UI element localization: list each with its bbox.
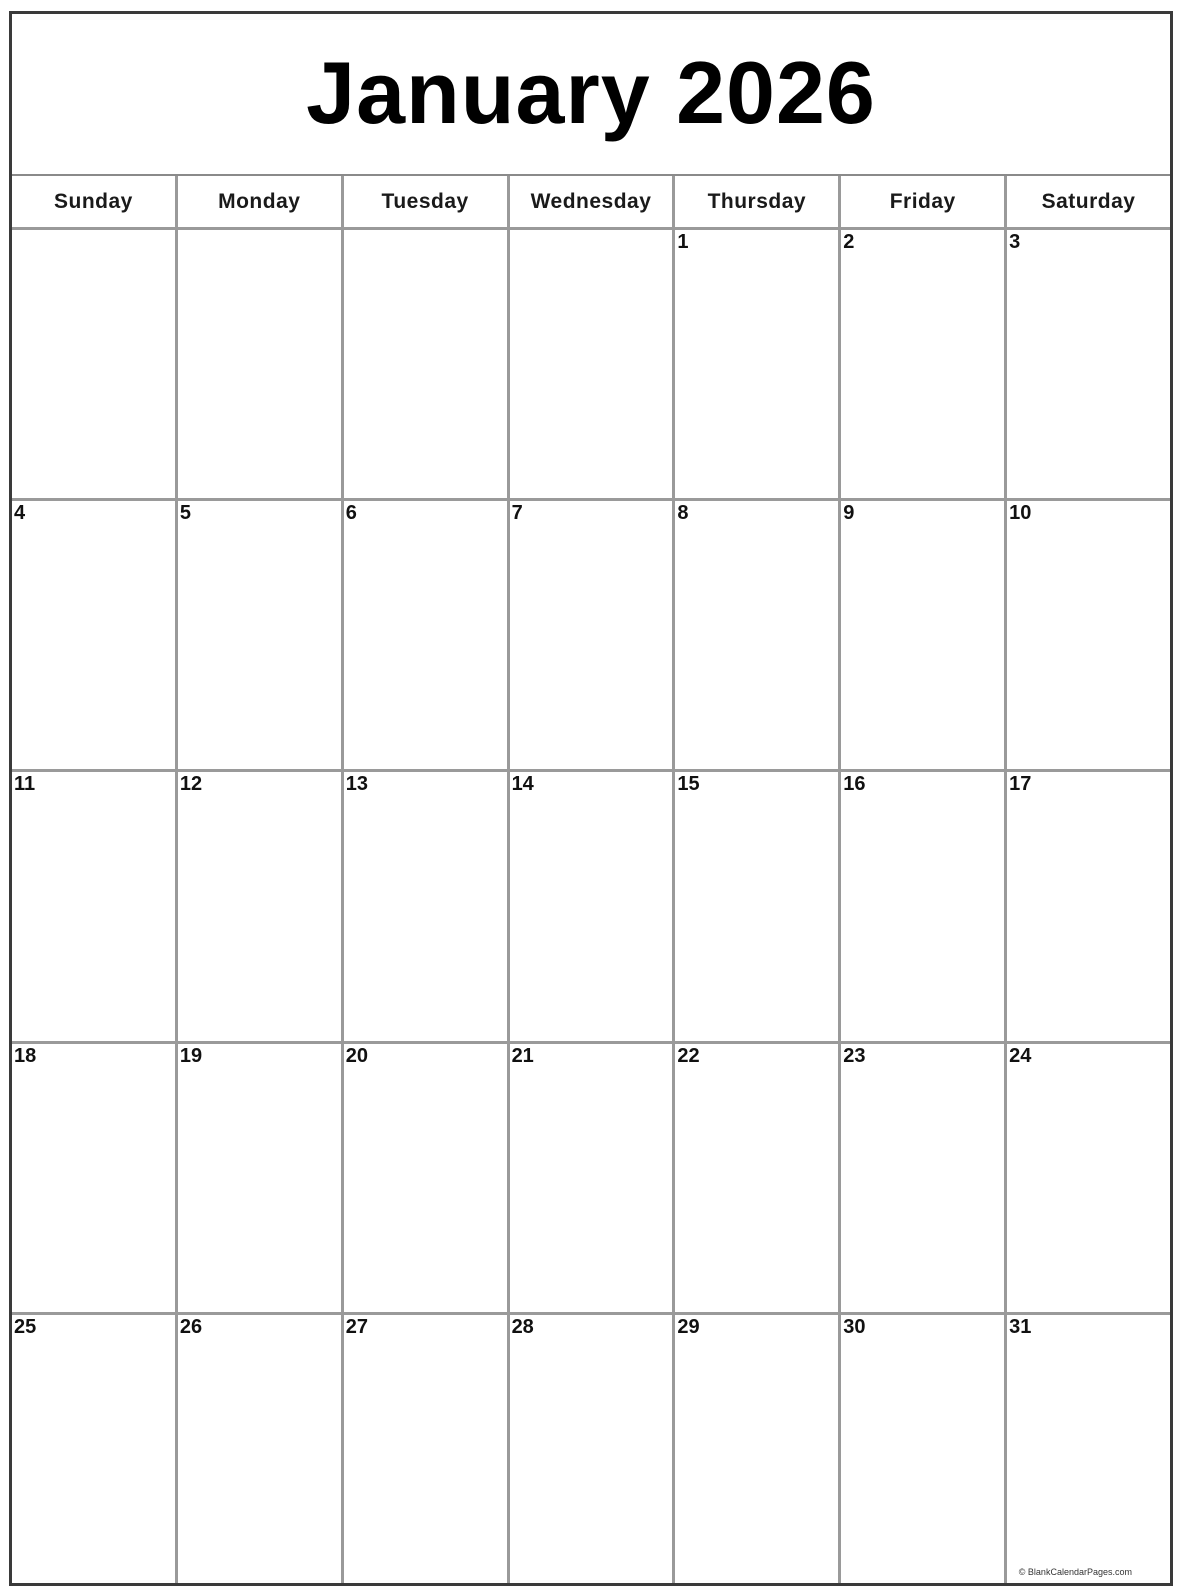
- weekday-friday: Friday: [841, 176, 1004, 227]
- day-number: 16: [843, 773, 866, 796]
- weekday-tuesday: Tuesday: [344, 176, 507, 227]
- weekday-monday: Monday: [178, 176, 341, 227]
- day-number: 30: [843, 1315, 866, 1338]
- day-cell: [344, 772, 507, 1040]
- day-number: 6: [345, 502, 357, 525]
- day-number: 9: [843, 502, 855, 525]
- day-cell: [841, 501, 1004, 769]
- day-number: 23: [843, 1044, 866, 1067]
- day-number: 28: [511, 1315, 534, 1338]
- day-cell: [510, 501, 673, 769]
- day-number: 7: [511, 502, 523, 525]
- day-cell: [675, 501, 838, 769]
- day-cell: [1007, 501, 1170, 769]
- day-cell: [1007, 1044, 1170, 1312]
- copyright-notice: © BlankCalendarPages.com: [1018, 1567, 1132, 1577]
- day-number: 2: [843, 231, 855, 253]
- day-cell: [344, 1044, 507, 1312]
- calendar: [9, 11, 1173, 1586]
- day-number: 20: [345, 1044, 368, 1067]
- day-number: 29: [677, 1315, 700, 1338]
- day-cell: [675, 230, 838, 498]
- day-number: 15: [677, 773, 700, 796]
- day-cell: [1007, 230, 1170, 498]
- day-number: 1: [677, 231, 689, 253]
- day-cell: [675, 1315, 838, 1583]
- calendar-title: January 2026: [306, 43, 876, 142]
- day-cell: [12, 1044, 175, 1312]
- day-cell: [675, 772, 838, 1040]
- day-number: 5: [179, 502, 191, 525]
- day-cell: [510, 230, 673, 498]
- title-bar: [12, 14, 1170, 176]
- day-number: 24: [1009, 1044, 1032, 1067]
- day-number: 12: [179, 773, 203, 796]
- day-number: 11: [14, 773, 36, 796]
- weekday-wednesday: Wednesday: [510, 176, 673, 227]
- day-cell: [841, 772, 1004, 1040]
- day-cell: [12, 772, 175, 1040]
- day-number: 8: [677, 502, 689, 525]
- day-grid: [12, 230, 1170, 1583]
- day-cell: [344, 230, 507, 498]
- weekday-saturday: Saturday: [1007, 176, 1170, 227]
- day-cell: [178, 772, 341, 1040]
- day-cell: [12, 1315, 175, 1583]
- weekday-header-row: [12, 176, 1170, 230]
- day-cell: [841, 1315, 1004, 1583]
- day-number: 31: [1009, 1315, 1032, 1338]
- day-cell: [841, 1044, 1004, 1312]
- weekday-sunday: Sunday: [12, 176, 175, 227]
- day-cell: [1007, 1315, 1170, 1583]
- day-cell: [675, 1044, 838, 1312]
- day-number: 26: [179, 1315, 203, 1338]
- day-number: 13: [345, 773, 368, 796]
- day-number: 18: [14, 1044, 37, 1067]
- day-number: 10: [1009, 502, 1032, 525]
- day-cell: [510, 1315, 673, 1583]
- day-number: 17: [1009, 773, 1032, 796]
- day-number: 4: [14, 502, 26, 525]
- day-cell: [178, 230, 341, 498]
- weekday-thursday: Thursday: [675, 176, 838, 227]
- day-cell: [510, 1044, 673, 1312]
- day-cell: [178, 1044, 341, 1312]
- day-cell: [178, 1315, 341, 1583]
- day-number: 14: [511, 773, 534, 796]
- day-number: 21: [511, 1044, 534, 1067]
- day-cell: [1007, 772, 1170, 1040]
- day-number: 25: [14, 1315, 37, 1338]
- day-cell: [178, 501, 341, 769]
- day-cell: [344, 1315, 507, 1583]
- day-cell: [12, 230, 175, 498]
- day-number: 22: [677, 1044, 700, 1067]
- day-number: 19: [179, 1044, 203, 1067]
- day-cell: [12, 501, 175, 769]
- day-cell: [510, 772, 673, 1040]
- day-number: 27: [345, 1315, 368, 1338]
- day-number: 3: [1009, 231, 1021, 253]
- day-cell: [344, 501, 507, 769]
- day-cell: [841, 230, 1004, 498]
